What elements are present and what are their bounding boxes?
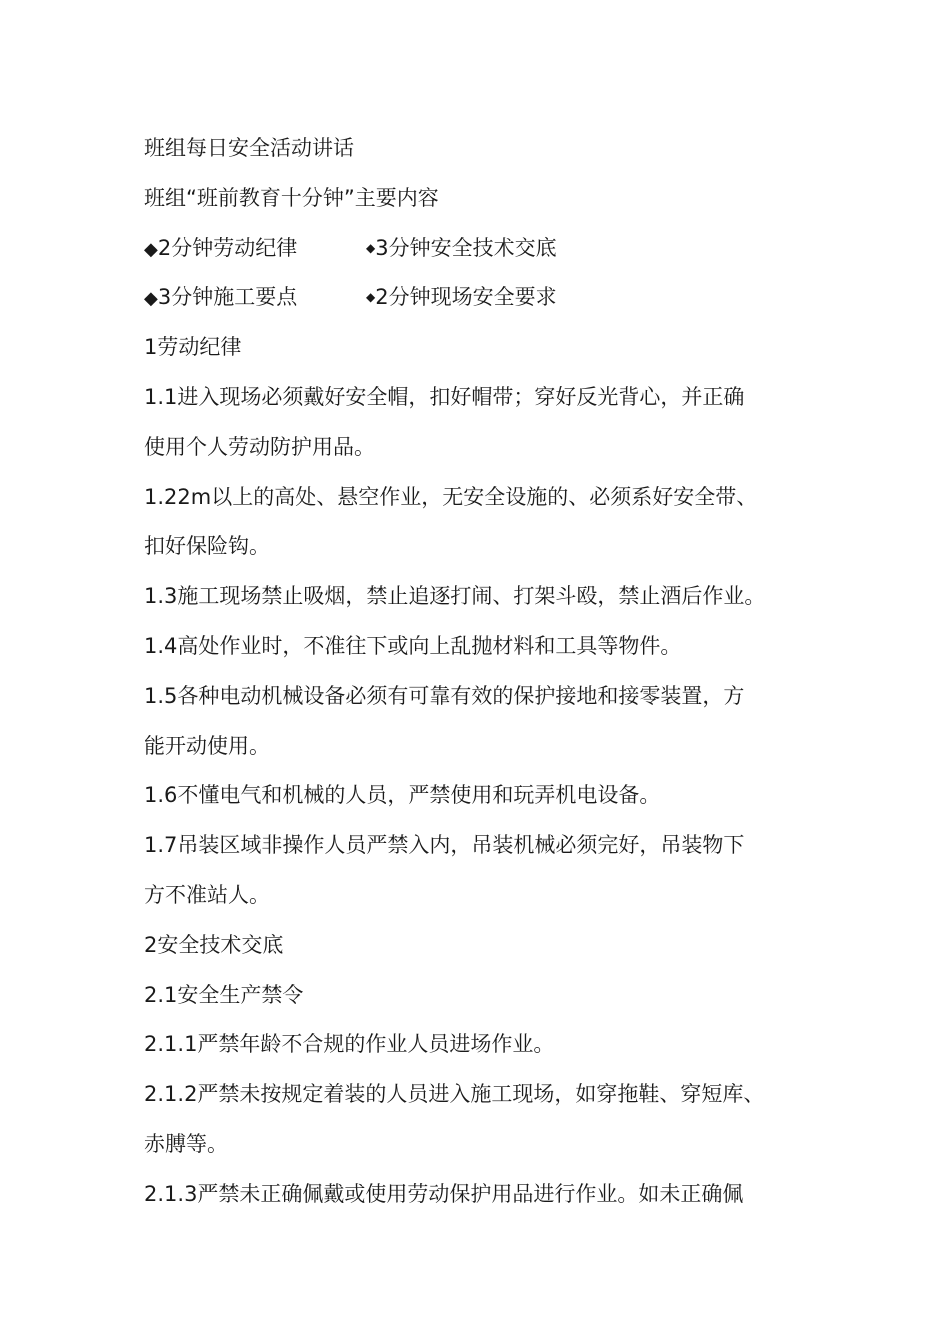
paragraph-line: 2.1.1严禁年龄不合规的作业人员进场作业。	[144, 1032, 555, 1057]
paragraph-line: 1.6不懂电气和机械的人员，严禁使用和玩弄机电设备。	[144, 783, 661, 808]
document-body	[144, 124, 824, 1220]
summary-item	[366, 224, 557, 274]
summary-item	[144, 273, 366, 323]
subsection-heading: 2.1安全生产禁令	[144, 982, 304, 1007]
summary-item-text: 2分钟现场安全要求	[375, 285, 557, 310]
section-heading: 1劳动纪律	[144, 335, 242, 360]
paragraph-line: 能开动使用。	[144, 733, 270, 758]
paragraph-line: 1.7吊装区域非操作人员严禁入内，吊装机械必须完好，吊装物下	[144, 833, 745, 858]
paragraph-line: 赤膊等。	[144, 1131, 228, 1156]
section-heading: 2安全技术交底	[144, 932, 284, 957]
document-title: 班组每日安全活动讲话	[144, 136, 354, 160]
paragraph-line: 2.1.3严禁未正确佩戴或使用劳动保护用品进行作业。如未正确佩	[144, 1181, 744, 1206]
diamond-bullet-icon: ◆	[366, 240, 376, 255]
diamond-bullet-icon: ◆	[144, 238, 158, 260]
paragraph-line: 2.1.2严禁未按规定着装的人员进入施工现场，如穿拖鞋、穿短库、	[144, 1082, 765, 1107]
paragraph-line: 使用个人劳动防护用品。	[144, 434, 375, 459]
summary-item	[366, 273, 557, 323]
summary-item-text: 3分钟安全技术交底	[375, 235, 557, 260]
summary-item-text: 2分钟劳动纪律	[157, 235, 298, 260]
summary-item-text: 3分钟施工要点	[157, 285, 298, 310]
document-subtitle: 班组“班前教育十分钟”主要内容	[144, 185, 439, 210]
paragraph-line: 1.1进入现场必须戴好安全帽，扣好帽带；穿好反光背心，并正确	[144, 384, 745, 409]
summary-row	[144, 273, 824, 323]
paragraph-line: 方不准站人。	[144, 882, 270, 907]
summary-item	[144, 224, 366, 274]
paragraph-line: 扣好保险钩。	[144, 534, 270, 559]
paragraph-line: 1.5各种电动机械设备必须有可靠有效的保护接地和接零装置，方	[144, 683, 745, 708]
paragraph-line: 1.4高处作业时，不准往下或向上乱抛材料和工具等物件。	[144, 633, 682, 658]
paragraph-line: 1.22m以上的高处、悬空作业，无安全设施的、必须系好安全带、	[144, 484, 758, 509]
diamond-bullet-icon: ◆	[144, 288, 158, 310]
paragraph-line: 1.3施工现场禁止吸烟，禁止追逐打闹、打架斗殴，禁止酒后作业。	[144, 584, 766, 609]
diamond-bullet-icon: ◆	[366, 290, 376, 305]
summary-row	[144, 224, 824, 274]
